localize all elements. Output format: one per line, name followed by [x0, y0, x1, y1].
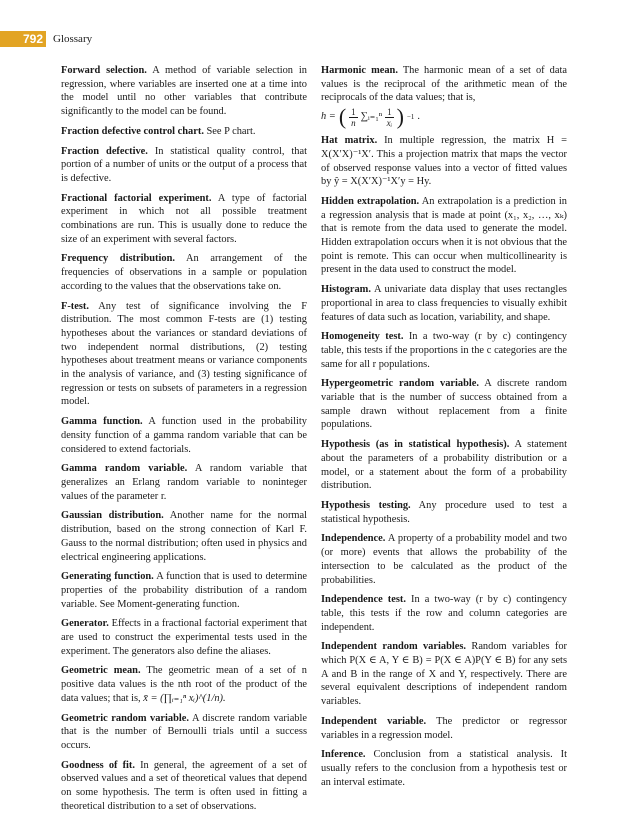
entry-term: Goodness of fit.: [61, 759, 135, 771]
glossary-entry: [321, 499, 567, 526]
glossary-entry: [61, 64, 307, 119]
entry-definition: See P chart.: [206, 125, 256, 137]
entry-term: Harmonic mean.: [321, 65, 398, 76]
glossary-entry: [61, 664, 307, 705]
glossary-entry: [61, 252, 307, 293]
formula-lhs: h =: [321, 111, 336, 123]
formula-numerator: 1: [387, 106, 392, 117]
glossary-entry: [321, 134, 567, 189]
glossary-entry: [321, 283, 567, 324]
entry-term: Independence test.: [321, 594, 406, 606]
entry-definition: Random variables for which P(X ∈ A, Y ∈ B) = P(X ∈ A)P(Y ∈ B) for any sets A and B in the range of X and Y, respectively. There are several equivalent descriptions of independent random variables.: [321, 641, 567, 708]
glossary-entry: [61, 617, 307, 658]
glossary-entry: [321, 64, 567, 128]
entry-definition: In a two-way (r by c) contingency table, this tests if the row and column categories are independent.: [321, 594, 567, 633]
entry-term: Geometric mean.: [61, 665, 141, 677]
glossary-entry: [61, 462, 307, 503]
entry-term: Geometric random variable.: [61, 712, 189, 724]
glossary-entry: [321, 195, 567, 277]
entry-term: F-test.: [61, 300, 89, 312]
entry-term: Independent random variables.: [321, 641, 466, 653]
entry-term: Gamma random variable.: [61, 463, 188, 475]
entry-definition: In statistical quality control, that portion of a number of units or the output of a process that is defective.: [61, 145, 307, 184]
entry-definition: A statement about the parameters of a probability distribution or a model, or a statement about the form of a probability distribution.: [321, 439, 567, 492]
entry-term: Histogram.: [321, 284, 371, 296]
entry-term: Generator.: [61, 618, 109, 630]
glossary-entry: [61, 192, 307, 247]
entry-term: Gamma function.: [61, 416, 143, 428]
entry-definition: An extrapolation is a prediction in a regression analysis that is made at point (x₁, x₂, …, xₖ) that is remote from the data used to generate the model. Hidden extrapolation occurs when it is not obvious that the point is remote. This can occur when multicollinearity is present in the data used to construct the model.: [321, 195, 567, 276]
entry-definition: In general, the agreement of a set of observed values and a set of theoretical values that depend on some hypothesis. The term is often used in fitting a theoretical distribution to a set of observations.: [61, 759, 307, 812]
entry-term: Fraction defective.: [61, 145, 148, 157]
entry-definition: A discrete random variable that is the number of Bernoulli trials until a success occurs.: [61, 712, 307, 751]
entry-term: Hypergeometric random variable.: [321, 378, 480, 390]
running-head: Glossary: [53, 33, 93, 45]
entry-definition: In multiple regression, the matrix H = X(X′X)⁻¹X′. This a projection matrix that maps the vector of observed response values into a vector of fitted values by ŷ = X(X′X)⁻¹X′y = Hy.: [321, 135, 567, 188]
entry-definition: The predictor or regressor variables in a regression model.: [321, 715, 567, 741]
entry-term: Fractional factorial experiment.: [61, 192, 212, 204]
entry-term: Hypothesis (as in statistical hypothesis).: [321, 439, 510, 451]
formula-fraction-inner: [385, 107, 394, 128]
entry-definition: A discrete random variable that is the number of success obtained from a sample drawn without replacement from a finite populations.: [321, 378, 567, 431]
glossary-entry: [61, 415, 307, 456]
entry-definition: A method of variable selection in regression, where variables are inserted one at a time into the model until no other variables that contribute significantly to the model can be found.: [61, 65, 307, 118]
left-column: [61, 64, 307, 819]
glossary-entry: [321, 438, 567, 493]
glossary-entry: [61, 509, 307, 564]
glossary-entry: [61, 125, 307, 139]
entry-term: Fraction defective control chart.: [61, 125, 204, 137]
entry-definition: Conclusion from a statistical analysis. It usually refers to the conclusion from a hypothesis test or an interval estimate.: [321, 749, 567, 788]
entry-definition: The geometric mean of a set of n positive data values is the nth root of the product of the data values; that is,: [61, 665, 307, 704]
glossary-entry: [321, 640, 567, 709]
harmonic-mean-formula: h = ( $\frac{1}{n}$ ∑ᵢ₌₁ⁿ $\frac{1}{\text{xᵢ}}$ ) −1 .: [321, 104, 421, 130]
entry-term: Generating function.: [61, 571, 154, 583]
glossary-entry: [321, 330, 567, 371]
glossary-entry: [321, 377, 567, 432]
entry-definition: The harmonic mean of a set of data values is the reciprocal of the arithmetic mean of the reciprocals of the data values; that is,: [321, 65, 567, 104]
entry-term: Hidden extrapolation.: [321, 195, 420, 207]
entry-term: Independence.: [321, 533, 386, 545]
entry-term: Independent variable.: [321, 715, 427, 727]
glossary-entry: [321, 593, 567, 634]
entry-definition: A function that is used to determine properties of the probability distribution of a random variable. See Moment-generating function.: [61, 571, 308, 610]
entry-term: Gaussian distribution.: [61, 510, 164, 522]
entry-definition: Any test of significance involving the F distribution. The most common F-tests are (1) testing hypotheses about the variances or standard deviations of two independent normal distributions, (2) testing hypotheses about treatment means or variance components in the analysis of variance, and (3) testing significance of regression or tests on subsets of parameters in a regression model.: [61, 300, 307, 408]
right-column: [321, 64, 567, 795]
glossary-entry: [61, 570, 307, 611]
entry-definition: Effects in a fractional factorial experiment that are used to construct the experimental tests used in the experiment. The generators also define the aliases.: [61, 618, 307, 657]
entry-definition: Another name for the normal distribution, based on the strong connection of Karl F. Gauss to the normal distribution; often used in physics and electrical engineering applications.: [61, 510, 307, 563]
entry-definition: In a two-way (r by c) contingency table, this tests if the proportions in the c categories are the same for all r populations.: [321, 331, 567, 370]
entry-term: Forward selection.: [61, 65, 147, 76]
entry-definition: A function used in the probability density function of a gamma random variable that can be considered to extend factorials.: [61, 416, 307, 455]
formula-paren-close: ): [396, 104, 404, 130]
entry-definition: A type of factorial experiment in which not all possible treatment combinations are run. This is usually done to reduce the size of an experiment with several factors.: [61, 192, 308, 245]
entry-term: Hypothesis testing.: [321, 499, 411, 511]
entry-definition: A property of a probability model and two (or more) events that allows the probability of the intersection to be calculated as the product of the probabilities.: [321, 533, 567, 586]
glossary-entry: [321, 532, 567, 587]
entry-definition: An arrangement of the frequencies of observations in a sample or population according to the values that the observations take on.: [61, 253, 307, 292]
glossary-entry: [61, 300, 307, 410]
glossary-entry: [61, 145, 307, 186]
glossary-entry: [61, 712, 307, 753]
formula-fraction-outer: [349, 107, 358, 128]
formula-numerator: 1: [351, 106, 356, 117]
formula-denominator: n: [351, 117, 356, 128]
glossary-entry: [321, 748, 567, 789]
formula-sum: ∑ᵢ₌₁ⁿ: [360, 111, 383, 123]
entry-definition: A random variable that generalizes an Erlang random variable to noninteger values of the parameter r.: [61, 463, 307, 502]
glossary-entry: [61, 759, 307, 814]
geometric-mean-formula: x̄ = (∏ᵢ₌₁ⁿ xᵢ)^(1/n).: [143, 692, 226, 704]
entry-term: Frequency distribution.: [61, 253, 175, 265]
glossary-entry: [321, 715, 567, 742]
page-header: [0, 31, 639, 47]
entry-term: Hat matrix.: [321, 135, 378, 147]
formula-paren-open: (: [338, 104, 347, 130]
entry-term: Homogeneity test.: [321, 331, 404, 343]
entry-term: Inference.: [321, 749, 366, 761]
entry-definition: Any procedure used to test a statistical hypothesis.: [321, 499, 567, 525]
page-number-badge: 792: [0, 31, 46, 47]
formula-denominator: xᵢ: [386, 117, 393, 128]
formula-end: .: [417, 111, 421, 123]
entry-definition: A univariate data display that uses rectangles proportional in area to class frequencies to visually exhibit features of data such as location, variability, and shape.: [321, 284, 567, 323]
